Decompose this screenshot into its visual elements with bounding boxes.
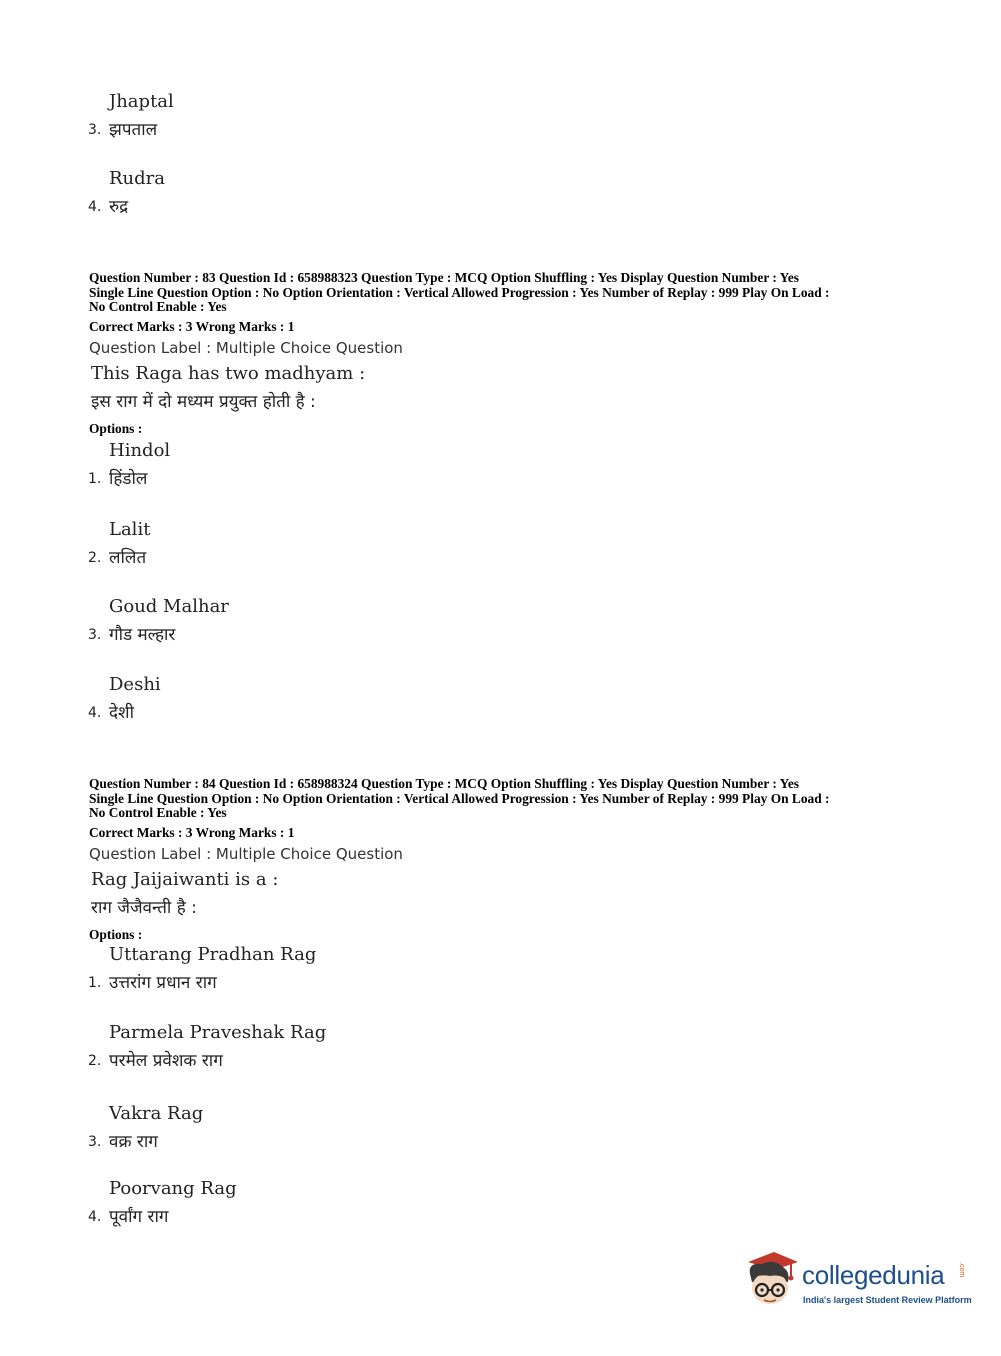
option-text-hindi: झपताल	[109, 120, 158, 140]
logo-domain-suffix: .com	[958, 1262, 965, 1278]
question-label: Question Label : Multiple Choice Question	[89, 339, 403, 357]
option-number: 3.	[88, 122, 102, 138]
question-meta-line: Single Line Question Option : No Option Orientation : Vertical Allowed Progression : Yes Number of Replay : 999 Play On Load :	[89, 790, 830, 806]
question-meta	[89, 777, 919, 821]
option-number: 3.	[88, 627, 102, 643]
option-text-hindi: ललित	[109, 548, 147, 568]
option-text-hindi: गौड मल्हार	[109, 625, 176, 645]
option-text-english: Parmela Praveshak Rag	[109, 1022, 327, 1043]
option-number: 2.	[88, 1053, 102, 1069]
option-text-english: Jhaptal	[109, 91, 174, 112]
option-text-english: Uttarang Pradhan Rag	[109, 944, 317, 965]
option-text-english: Rudra	[109, 168, 166, 189]
mascot-icon	[740, 1248, 804, 1312]
question-text-hindi: इस राग में दो मध्यम प्रयुक्त होती है :	[91, 392, 316, 412]
option-text-english: Lalit	[109, 519, 151, 540]
option-number: 1.	[88, 471, 102, 487]
options-label: Options :	[89, 927, 143, 942]
question-meta	[89, 271, 919, 315]
option-number: 2.	[88, 550, 102, 566]
question-meta-line: No Control Enable : Yes	[89, 805, 227, 820]
option-number: 1.	[88, 975, 102, 991]
question-text-english: This Raga has two madhyam :	[91, 363, 366, 384]
question-meta-line: Question Number : 83 Question Id : 658988323 Question Type : MCQ Option Shuffling : Yes Display Question Number : Yes	[89, 270, 800, 285]
option-text-hindi: रुद्र	[109, 197, 129, 217]
option-text-hindi: उत्तरांग प्रधान राग	[109, 973, 217, 993]
option-text-english: Vakra Rag	[109, 1103, 204, 1124]
option-text-hindi: वक्र राग	[109, 1132, 158, 1152]
logo-tagline: India's largest Student Review Platform	[803, 1295, 972, 1305]
options-label: Options :	[89, 421, 143, 436]
option-text-english: Deshi	[109, 674, 161, 695]
option-number: 4.	[88, 199, 102, 215]
option-number: 3.	[88, 1134, 102, 1150]
option-text-hindi: देशी	[109, 703, 134, 723]
logo-wordmark: collegedunia	[802, 1260, 945, 1290]
option-number: 4.	[88, 705, 102, 721]
question-meta-line: Single Line Question Option : No Option Orientation : Vertical Allowed Progression : Yes Number of Replay : 999 Play On Load :	[89, 284, 830, 300]
question-label: Question Label : Multiple Choice Question	[89, 845, 403, 863]
option-number: 4.	[88, 1209, 102, 1225]
option-text-hindi: परमेल प्रवेशक राग	[109, 1051, 223, 1071]
question-meta-line: Question Number : 84 Question Id : 658988324 Question Type : MCQ Option Shuffling : Yes Display Question Number : Yes	[89, 776, 800, 791]
question-marks: Correct Marks : 3 Wrong Marks : 1	[89, 825, 295, 840]
option-text-english: Goud Malhar	[109, 596, 229, 617]
option-text-hindi: पूर्वांग राग	[109, 1207, 169, 1227]
question-text-english: Rag Jaijaiwanti is a :	[91, 869, 279, 890]
collegedunia-logo[interactable]	[740, 1248, 970, 1318]
option-text-hindi: हिंडोल	[109, 469, 148, 489]
option-text-english: Poorvang Rag	[109, 1178, 237, 1199]
question-text-hindi: राग जैजैवन्ती है :	[91, 898, 197, 918]
option-text-english: Hindol	[109, 440, 171, 461]
question-marks: Correct Marks : 3 Wrong Marks : 1	[89, 319, 295, 334]
question-meta-line: No Control Enable : Yes	[89, 299, 227, 314]
